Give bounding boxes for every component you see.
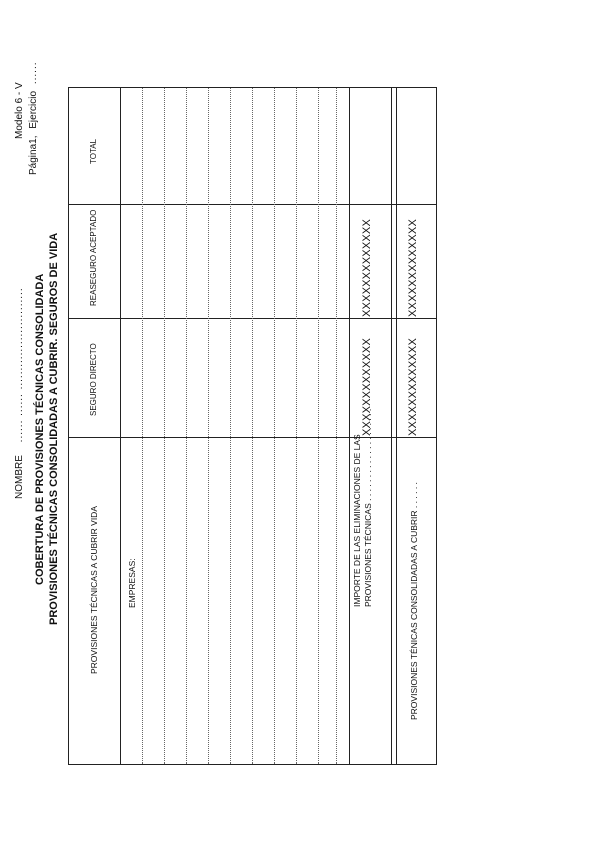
modelo-label: Modelo 6 - V — [14, 82, 25, 139]
pagina-ejercicio — [28, 61, 39, 175]
empresa-row-line — [142, 88, 143, 764]
importe-reaseguro-xmark: XXXXXXXXXXXXX — [361, 219, 373, 317]
form-title-line1: COBERTURA DE PROVISIONES TÉCNICAS CONSOLIDADA — [34, 273, 46, 585]
empresa-row-line — [296, 88, 297, 764]
empresas-label: EMPRESAS: — [127, 558, 137, 608]
importe-label-line1: IMPORTE DE LAS ELIMINACIONES DE LAS — [352, 434, 362, 607]
empresa-row-line — [336, 88, 337, 764]
empresa-row-line — [252, 88, 253, 764]
provisiones-table — [68, 87, 437, 765]
row-divider — [396, 88, 397, 764]
empresa-row-line — [230, 88, 231, 764]
empresa-row-line — [164, 88, 165, 764]
row-divider — [391, 88, 392, 764]
header-row-divider — [120, 88, 121, 764]
total-seguro-directo-xmark: XXXXXXXXXXXXX — [407, 338, 419, 436]
total-reaseguro-xmark: XXXXXXXXXXXXX — [407, 219, 419, 317]
total-row-label: PROVISIONES TÉNICAS CONSOLIDADAS A CUBRIR . . . . . . — [409, 482, 419, 720]
nombre-dots: ...... ...... ........................... — [14, 287, 25, 443]
ejercicio-dots: ...... — [28, 61, 39, 85]
nombre-field — [14, 287, 25, 499]
col-header-reaseguro-aceptado: REASEGURO ACEPTADO — [89, 209, 98, 306]
importe-seguro-directo-xmark: XXXXXXXXXXXXX — [361, 338, 373, 436]
col-header-seguro-directo: SEGURO DIRECTO — [89, 343, 98, 416]
pagina-label: Página1, — [28, 135, 39, 175]
empresa-row-line — [274, 88, 275, 764]
importe-label-line2: PROVISIONES TÉCNICAS . . . . . . . . . . . . . . . . . . . . — [363, 408, 373, 607]
row-divider — [349, 88, 350, 764]
ejercicio-label: Ejercicio — [28, 90, 39, 129]
empresa-row-line — [318, 88, 319, 764]
nombre-label: NOMBRE — [14, 455, 25, 499]
empresa-row-line — [208, 88, 209, 764]
col-header-provisiones: PROVISIONES TÉCNICAS A CUBRIR VIDA — [89, 506, 99, 674]
col-header-total: TOTAL — [89, 138, 98, 164]
form-title-line2: PROVISIONES TÉCNICAS CONSOLIDADAS A CUBRIR. SEGUROS DE VIDA — [48, 232, 60, 625]
empresa-row-line — [186, 88, 187, 764]
